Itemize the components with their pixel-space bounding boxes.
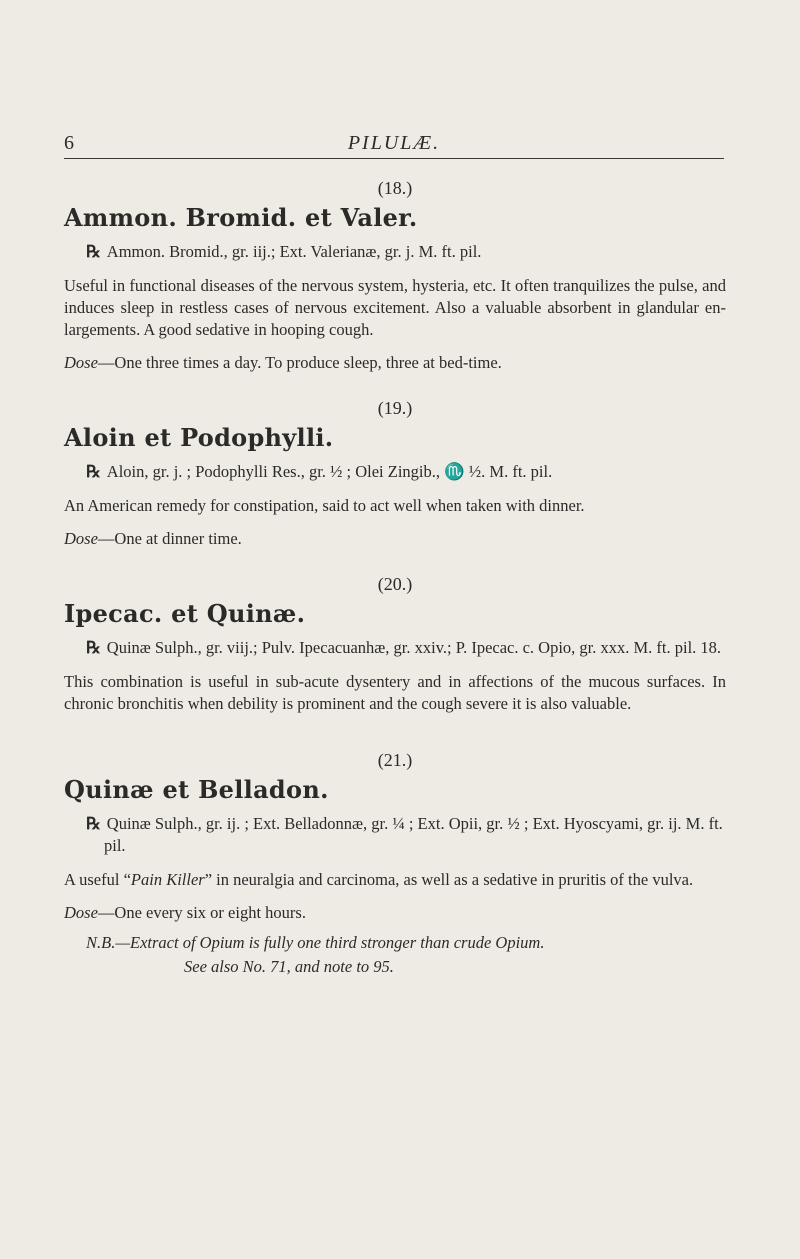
rx-icon: ℞ [86,462,101,481]
nota-bene: N.B.—Extract of Opium is fully one third stronger than crude Opium. [86,933,545,952]
running-title: PILULÆ. [347,132,441,154]
prescription [64,813,726,857]
dose-label: Dose [64,903,98,922]
see-also: See also No. 71, and note to 95. [184,957,394,976]
rx-icon: ℞ [86,638,101,657]
entry-title: Quinæ et Belladon. [64,775,329,804]
entry-description: An American remedy for constipation, said to act well when taken with dinner. [64,496,585,515]
prescription-text: Quinæ Sulph., gr. ij. ; Ext. Belladonnæ, gr. ¼ ; Ext. Opii, gr. ½ ; Ext. Hyoscyami, gr. ij. M. ft. pil. [104,814,723,855]
entry-description [64,869,726,891]
page-header [64,132,724,156]
prescription [64,241,726,263]
entry-number: (18.) [377,178,413,198]
description-prefix: A useful “ [64,870,131,889]
prescription-text: Quinæ Sulph., gr. viij.; Pulv. Ipecacuanhæ, gr. xxiv.; P. Ipecac. c. Opio, gr. xxx. M. ft. pil. 18. [106,638,722,657]
description-italic: Pain Killer [130,870,205,889]
rx-icon: ℞ [86,814,101,833]
prescription-text: Ammon. Bromid., gr. iij.; Ext. Valerianæ, gr. j. M. ft. pil. [106,242,482,261]
dose [64,902,726,924]
prescription [64,461,726,483]
entry-title: Ammon. Bromid. et Valer. [64,203,418,232]
entry-title: Aloin et Podophylli. [64,423,334,452]
dose [64,352,726,374]
dose [64,528,726,550]
page-number: 6 [64,132,74,154]
entry-description: This combination is useful in sub-acute dysentery and in affections of the mucous surfaces. In chronic bronchitis when debility is prominent and the cough severe it is also valuable. [64,672,726,713]
rx-icon: ℞ [86,242,101,261]
dose-label: Dose [64,353,98,372]
entry-number: (19.) [377,398,413,418]
description-suffix: ” in neuralgia and carcinoma, as well as a sedative in pruritis of the vulva. [204,870,694,889]
entry-description: Useful in functional diseases of the nervous system, hysteria, etc. It often tranquilizes the pulse, and induces sleep in restless cases of nervous excitement. Also a valuable absorbent in glandular en-largements. A good sedative in hooping cough. [64,276,726,339]
entry-number: (20.) [377,574,413,594]
dose-text: —One at dinner time. [97,529,242,548]
entry-number: (21.) [377,750,413,770]
dose-label: Dose [64,529,98,548]
header-rule [64,158,724,159]
entry-title: Ipecac. et Quinæ. [64,599,306,628]
dose-text: —One three times a day. To produce sleep, three at bed-time. [97,353,502,372]
prescription-text: Aloin, gr. j. ; Podophylli Res., gr. ½ ; Olei Zingib., ♏ ½. M. ft. pil. [106,462,553,481]
page-content [64,168,726,978]
prescription [64,637,726,659]
dose-text: —One every six or eight hours. [97,903,306,922]
